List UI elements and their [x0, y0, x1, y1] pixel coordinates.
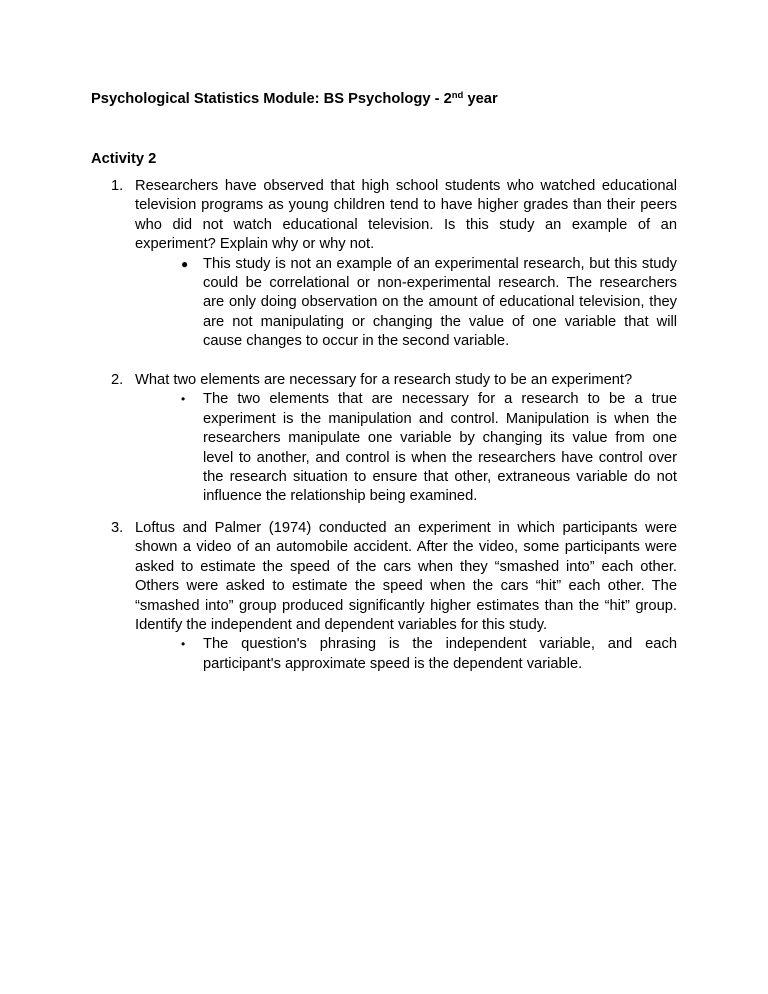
answer-text: The question's phrasing is the independent variable, and each participant's approximate speed is the dependent variable.: [203, 636, 677, 672]
question-3: [111, 519, 677, 674]
answer-item: [181, 255, 677, 352]
title-end: year: [463, 91, 498, 107]
answer-item: [181, 635, 677, 674]
bullet-icon: •: [181, 392, 186, 407]
question-2: [111, 371, 677, 507]
question-number: 3.: [111, 520, 124, 536]
question-text: Researchers have observed that high school students who watched educational television programs as young children tend to have higher grades than their peers who did not watch educational television. Is this study an example of an experiment? Explain why or why not.: [135, 178, 677, 253]
title-superscript: nd: [451, 90, 464, 101]
question-1: [111, 177, 677, 352]
question-number: 1.: [111, 178, 124, 194]
module-title: [91, 90, 498, 109]
answer-item: [181, 390, 677, 506]
question-text: What two elements are necessary for a research study to be an experiment?: [135, 372, 633, 388]
activity-heading: Activity 2: [91, 151, 157, 167]
question-number: 2.: [111, 372, 124, 388]
bullet-icon: •: [181, 637, 186, 652]
answer-text: The two elements that are necessary for a research to be a true experiment is the manipulation and control. Manipulation is when the researchers manipulate one variable by changing its value from one level to another, and control is when the researchers have control over the research situation to ensure that other, extraneous variable do not influence the relationship being examined.: [203, 391, 677, 505]
answer-text: This study is not an example of an experimental research, but this study could be correlational or non-experimental research. The researchers are only doing observation on the amount of educational television, they are not manipulating or changing the value of one variable that will cause changes to occur in the second variable.: [203, 255, 677, 350]
question-text: Loftus and Palmer (1974) conducted an experiment in which participants were shown a video of an automobile accident. After the video, some participants were asked to estimate the speed of the cars when they “smashed into” each other. Others were asked to estimate the speed when the cars “hit” each other. The “smashed into” group produced significantly higher estimates than the “hit” group. Identify the independent and dependent variables for this study.: [135, 520, 677, 634]
bullet-icon: ●: [181, 256, 189, 271]
title-main: Psychological Statistics Module: BS Psychology - 2: [91, 91, 452, 107]
